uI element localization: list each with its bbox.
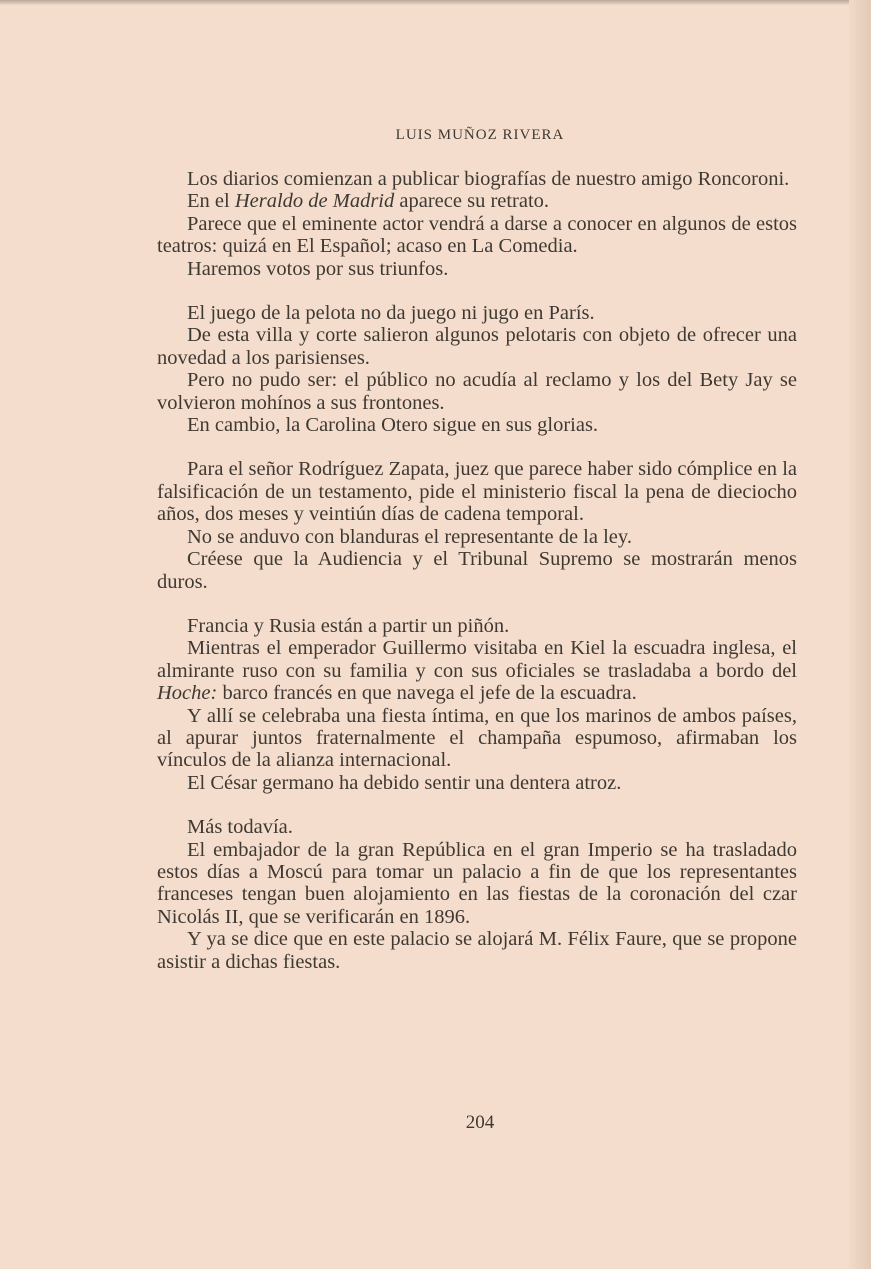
text-section: [157, 615, 797, 794]
paragraph: Pero no pudo ser: el público no acudía al reclamo y los del Bety Jay se volvieron mohínos a sus frontones.: [157, 369, 797, 414]
paragraph: Y allí se celebraba una fiesta íntima, en que los marinos de ambos países, al apurar juntos fraternalmente el champaña espumoso, afirmaban los vínculos de la alianza internacional.: [157, 704, 797, 772]
page-top-edge: [0, 0, 871, 5]
running-header: LUIS MUÑOZ RIVERA: [395, 127, 565, 143]
paragraph: Más todavía.: [187, 816, 293, 839]
text-section: [157, 816, 797, 973]
italic-title: Hoche:: [157, 682, 218, 705]
page-number: 204: [465, 1112, 495, 1133]
paragraph: No se anduvo con blanduras el representante de la ley.: [187, 525, 632, 548]
paragraph: Y ya se dice que en este palacio se alojará M. Félix Faure, que se propone asistir a dichas fiestas.: [157, 928, 797, 973]
paragraph: El César germano ha debido sentir una dentera atroz.: [187, 771, 622, 794]
text-section: [157, 168, 797, 280]
paragraph: El juego de la pelota no da juego ni jugo en París.: [187, 302, 595, 325]
paragraph: Créese que la Audiencia y el Tribunal Supremo se mostrarán menos duros.: [157, 548, 797, 593]
text-section: [157, 458, 797, 592]
italic-title: Heraldo de Madrid: [234, 190, 395, 213]
paragraph: Mientras el emperador Guillermo visitaba en Kiel la escuadra inglesa, el almirante ruso con su familia y con sus oficiales se trasladaba a bordo del Hoche: barco francés en que navega el jefe de la escuadra.: [157, 637, 797, 705]
paragraph: En cambio, la Carolina Otero sigue en sus glorias.: [187, 414, 599, 437]
paragraph: Parece que el eminente actor vendrá a darse a conocer en algunos de estos teatros: quizá en El Español; acaso en La Comedia.: [157, 212, 797, 258]
paragraph: El embajador de la gran República en el gran Imperio se ha trasladado estos días a Moscú para tomar un palacio a fin de que los representantes franceses tengan buen alojamiento en las fiestas de la coronación del czar Nicolás II, que se verificarán en 1896.: [157, 838, 797, 928]
paragraph: De esta villa y corte salieron algunos pelotaris con objeto de ofrecer una novedad a los parisienses.: [157, 324, 797, 369]
paragraph: Para el señor Rodríguez Zapata, juez que parece haber sido cómplice en la falsificación de un testamento, pide el ministerio fiscal la pena de dieciocho años, dos meses y veintiún días de cadena temporal.: [157, 458, 797, 526]
page-right-edge: [849, 0, 871, 1269]
paragraph: Los diarios comienzan a publicar biografías de nuestro amigo Roncoroni.: [187, 168, 790, 190]
body-text: [157, 168, 797, 995]
paragraph: Haremos votos por sus triunfos.: [187, 257, 449, 280]
paragraph: En el Heraldo de Madrid aparece su retrato.: [187, 190, 550, 213]
text-section: [157, 302, 797, 436]
paragraph: Francia y Rusia están a partir un piñón.: [187, 614, 510, 637]
